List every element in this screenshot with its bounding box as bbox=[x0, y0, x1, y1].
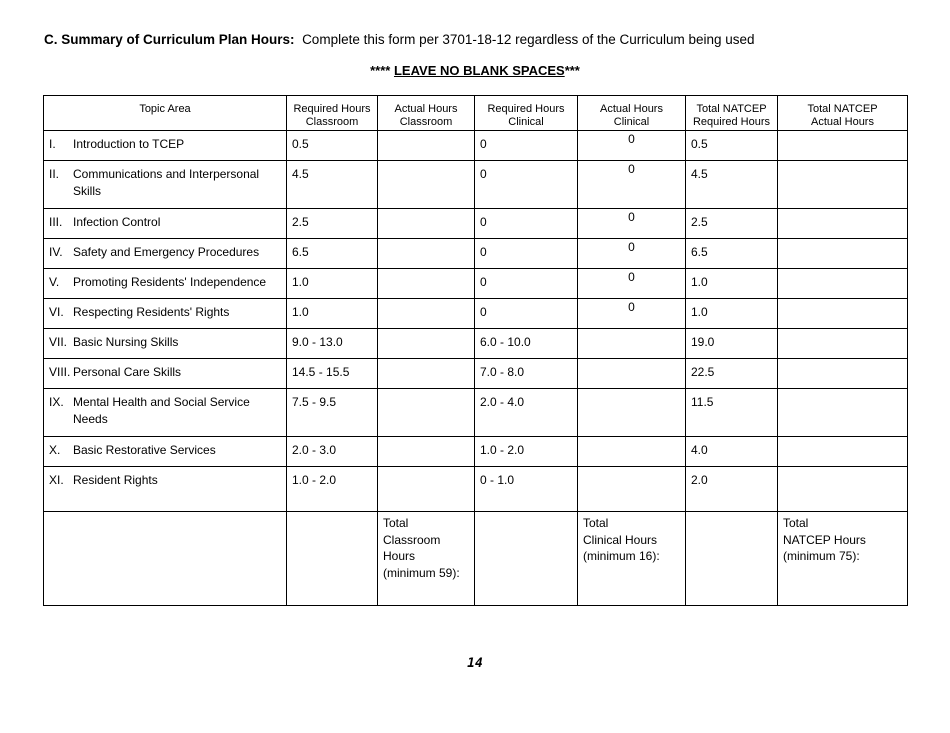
topic-cell: VI. Respecting Residents' Rights bbox=[44, 299, 287, 329]
header-required-classroom: Required Hours Classroom bbox=[287, 96, 378, 131]
total-required-cell: 4.0 bbox=[686, 437, 778, 467]
totals-empty-cell bbox=[287, 512, 378, 606]
total-required-cell: 11.5 bbox=[686, 389, 778, 437]
actual-clinical-input[interactable]: 0 bbox=[578, 161, 686, 209]
actual-clinical-input[interactable] bbox=[578, 467, 686, 512]
actual-clinical-input[interactable]: 0 bbox=[578, 269, 686, 299]
total-required-cell: 4.5 bbox=[686, 161, 778, 209]
required-clinical-cell: 7.0 - 8.0 bbox=[475, 359, 578, 389]
actual-classroom-input[interactable] bbox=[378, 467, 475, 512]
actual-clinical-input[interactable]: 0 bbox=[578, 299, 686, 329]
topic-cell: IX. Mental Health and Social Service Needs bbox=[44, 389, 287, 437]
warning-text: LEAVE NO BLANK SPACES bbox=[393, 63, 565, 78]
section-heading-label: C. Summary of Curriculum Plan Hours: bbox=[44, 32, 295, 47]
section-heading bbox=[44, 32, 755, 47]
total-actual-input[interactable] bbox=[778, 239, 908, 269]
topic-cell: IV. Safety and Emergency Procedures bbox=[44, 239, 287, 269]
total-actual-input[interactable] bbox=[778, 209, 908, 239]
actual-classroom-input[interactable] bbox=[378, 437, 475, 467]
totals-empty-cell bbox=[686, 512, 778, 606]
section-heading-instruction: Complete this form per 3701-18-12 regardless of the Curriculum being used bbox=[302, 32, 755, 47]
table-row bbox=[44, 299, 908, 329]
actual-clinical-input[interactable]: 0 bbox=[578, 131, 686, 161]
curriculum-hours-table bbox=[43, 95, 908, 606]
required-clinical-cell: 2.0 - 4.0 bbox=[475, 389, 578, 437]
table-row bbox=[44, 467, 908, 512]
totals-empty-cell bbox=[475, 512, 578, 606]
table-header-row bbox=[44, 96, 908, 131]
required-classroom-cell: 7.5 - 9.5 bbox=[287, 389, 378, 437]
actual-clinical-input[interactable] bbox=[578, 359, 686, 389]
required-classroom-cell: 2.5 bbox=[287, 209, 378, 239]
topic-cell: XI. Resident Rights bbox=[44, 467, 287, 512]
required-classroom-cell: 14.5 - 15.5 bbox=[287, 359, 378, 389]
actual-classroom-input[interactable] bbox=[378, 329, 475, 359]
topic-cell: I. Introduction to TCEP bbox=[44, 131, 287, 161]
table-row bbox=[44, 437, 908, 467]
total-required-cell: 19.0 bbox=[686, 329, 778, 359]
total-actual-input[interactable] bbox=[778, 299, 908, 329]
total-classroom-hours-cell[interactable]: Total Classroom Hours (minimum 59): bbox=[378, 512, 475, 606]
total-required-cell: 2.0 bbox=[686, 467, 778, 512]
actual-clinical-input[interactable] bbox=[578, 329, 686, 359]
actual-clinical-input[interactable]: 0 bbox=[578, 209, 686, 239]
required-clinical-cell: 0 bbox=[475, 239, 578, 269]
required-classroom-cell: 9.0 - 13.0 bbox=[287, 329, 378, 359]
totals-row bbox=[44, 512, 908, 606]
topic-cell: III. Infection Control bbox=[44, 209, 287, 239]
total-required-cell: 2.5 bbox=[686, 209, 778, 239]
required-classroom-cell: 1.0 bbox=[287, 299, 378, 329]
warning-prefix: **** bbox=[370, 63, 394, 78]
table-row bbox=[44, 389, 908, 437]
warning-banner bbox=[0, 63, 950, 78]
required-clinical-cell: 0 bbox=[475, 131, 578, 161]
total-actual-input[interactable] bbox=[778, 359, 908, 389]
total-actual-input[interactable] bbox=[778, 389, 908, 437]
required-classroom-cell: 1.0 bbox=[287, 269, 378, 299]
table-row bbox=[44, 131, 908, 161]
required-clinical-cell: 1.0 - 2.0 bbox=[475, 437, 578, 467]
total-required-cell: 0.5 bbox=[686, 131, 778, 161]
topic-cell: VIII. Personal Care Skills bbox=[44, 359, 287, 389]
required-clinical-cell: 0 bbox=[475, 269, 578, 299]
required-classroom-cell: 0.5 bbox=[287, 131, 378, 161]
actual-classroom-input[interactable] bbox=[378, 131, 475, 161]
warning-suffix: *** bbox=[564, 63, 580, 78]
table-row bbox=[44, 269, 908, 299]
total-actual-input[interactable] bbox=[778, 131, 908, 161]
required-clinical-cell: 6.0 - 10.0 bbox=[475, 329, 578, 359]
total-actual-input[interactable] bbox=[778, 269, 908, 299]
actual-clinical-input[interactable] bbox=[578, 437, 686, 467]
total-required-cell: 1.0 bbox=[686, 299, 778, 329]
header-topic-area: Topic Area bbox=[44, 96, 287, 131]
table-row bbox=[44, 161, 908, 209]
header-total-actual: Total NATCEP Actual Hours bbox=[778, 96, 908, 131]
actual-classroom-input[interactable] bbox=[378, 209, 475, 239]
required-clinical-cell: 0 bbox=[475, 299, 578, 329]
actual-classroom-input[interactable] bbox=[378, 389, 475, 437]
header-required-clinical: Required Hours Clinical bbox=[475, 96, 578, 131]
required-classroom-cell: 4.5 bbox=[287, 161, 378, 209]
total-natcep-hours-cell[interactable]: Total NATCEP Hours (minimum 75): bbox=[778, 512, 908, 606]
required-clinical-cell: 0 bbox=[475, 209, 578, 239]
total-required-cell: 22.5 bbox=[686, 359, 778, 389]
topic-cell: X. Basic Restorative Services bbox=[44, 437, 287, 467]
required-clinical-cell: 0 - 1.0 bbox=[475, 467, 578, 512]
header-actual-clinical: Actual Hours Clinical bbox=[578, 96, 686, 131]
header-total-required: Total NATCEP Required Hours bbox=[686, 96, 778, 131]
table-row bbox=[44, 359, 908, 389]
required-classroom-cell: 6.5 bbox=[287, 239, 378, 269]
table-row bbox=[44, 209, 908, 239]
topic-cell: V. Promoting Residents' Independence bbox=[44, 269, 287, 299]
actual-classroom-input[interactable] bbox=[378, 239, 475, 269]
required-clinical-cell: 0 bbox=[475, 161, 578, 209]
required-classroom-cell: 2.0 - 3.0 bbox=[287, 437, 378, 467]
page-number: 14 bbox=[467, 656, 483, 671]
total-actual-input[interactable] bbox=[778, 467, 908, 512]
total-required-cell: 6.5 bbox=[686, 239, 778, 269]
actual-clinical-input[interactable] bbox=[578, 389, 686, 437]
totals-empty-cell bbox=[44, 512, 287, 606]
total-clinical-hours-cell[interactable]: Total Clinical Hours (minimum 16): bbox=[578, 512, 686, 606]
actual-classroom-input[interactable] bbox=[378, 299, 475, 329]
actual-classroom-input[interactable] bbox=[378, 269, 475, 299]
total-actual-input[interactable] bbox=[778, 437, 908, 467]
total-required-cell: 1.0 bbox=[686, 269, 778, 299]
actual-classroom-input[interactable] bbox=[378, 161, 475, 209]
required-classroom-cell: 1.0 - 2.0 bbox=[287, 467, 378, 512]
total-actual-input[interactable] bbox=[778, 329, 908, 359]
topic-cell: II. Communications and Interpersonal Skills bbox=[44, 161, 287, 209]
header-actual-classroom: Actual Hours Classroom bbox=[378, 96, 475, 131]
total-actual-input[interactable] bbox=[778, 161, 908, 209]
topic-cell: VII. Basic Nursing Skills bbox=[44, 329, 287, 359]
table-row bbox=[44, 329, 908, 359]
actual-classroom-input[interactable] bbox=[378, 359, 475, 389]
actual-clinical-input[interactable]: 0 bbox=[578, 239, 686, 269]
table-row bbox=[44, 239, 908, 269]
